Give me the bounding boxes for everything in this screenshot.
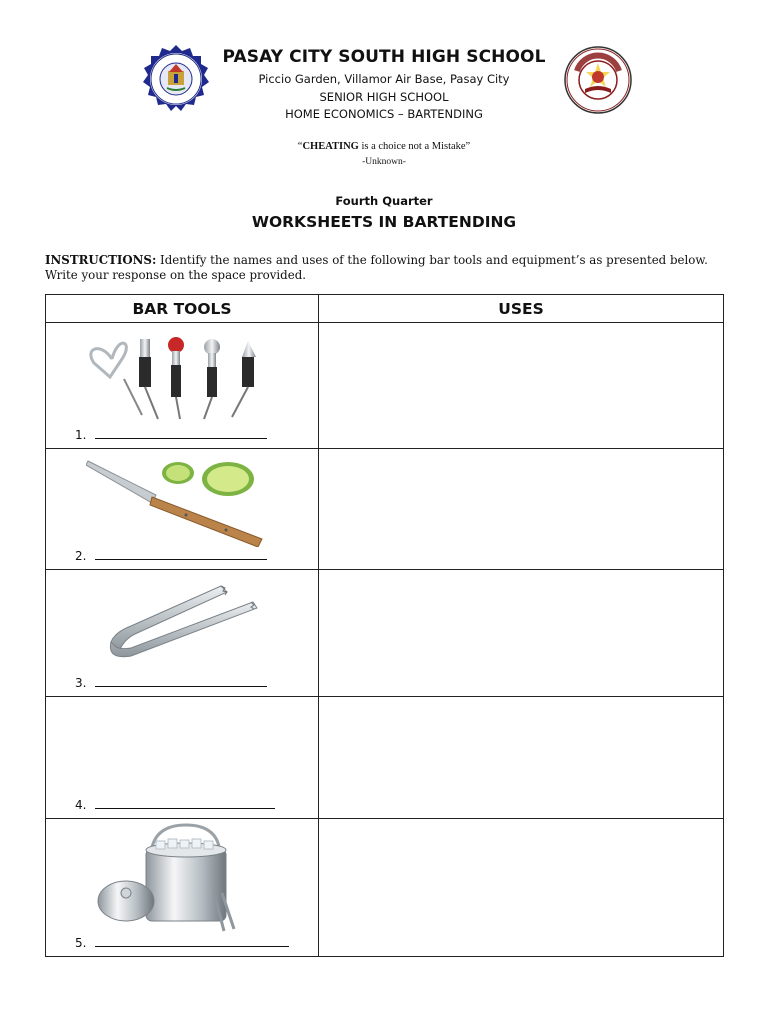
instructions	[45, 253, 725, 283]
quote-emphasis: CHEATING	[302, 141, 359, 152]
item-number: 4.	[75, 798, 87, 812]
school-name: PASAY CITY SOUTH HIGH SCHOOL	[222, 47, 546, 67]
table-row	[46, 449, 724, 570]
school-level: SENIOR HIGH SCHOOL	[319, 90, 449, 104]
answer-line	[95, 796, 275, 809]
ice-bucket-image	[96, 823, 246, 938]
uses-cell-3[interactable]	[319, 570, 724, 697]
answer-line	[95, 547, 267, 560]
quarter-label: Fourth Quarter	[335, 194, 433, 208]
tool-cell-3	[46, 570, 319, 697]
answer-blank-2[interactable]	[75, 547, 267, 563]
ice-tongs-image	[101, 580, 261, 671]
table-row	[46, 697, 724, 819]
answer-line	[95, 674, 267, 687]
item-number: 3.	[75, 676, 87, 690]
quote-text: is a choice not a Mistake”	[358, 141, 471, 152]
uses-cell-1[interactable]	[319, 323, 724, 449]
uses-cell-2[interactable]	[319, 449, 724, 570]
item-number: 1.	[75, 428, 87, 442]
answer-blank-5[interactable]	[75, 934, 289, 950]
school-address: Piccio Garden, Villamor Air Base, Pasay City	[258, 72, 510, 86]
answer-blank-3[interactable]	[75, 674, 267, 690]
table-row	[46, 323, 724, 449]
bottle-stoppers-image	[82, 331, 282, 426]
instructions-label: INSTRUCTIONS:	[45, 253, 157, 267]
table-row	[46, 819, 724, 957]
subject-line: HOME ECONOMICS – BARTENDING	[285, 107, 483, 121]
column-header-uses: USES	[319, 295, 724, 323]
answer-line	[95, 934, 289, 947]
quote-open: “	[297, 141, 303, 152]
worksheet-table	[45, 294, 724, 957]
answer-line	[95, 426, 267, 439]
worksheet-title: WORKSHEETS IN BARTENDING	[251, 213, 517, 231]
bar-knife-image	[86, 457, 266, 552]
column-header-bar-tools: BAR TOOLS	[46, 295, 319, 323]
uses-cell-5[interactable]	[319, 819, 724, 957]
instructions-text: Identify the names and uses of the following bar tools and equipment’s as presented below. Write your response on the space provided.	[45, 253, 708, 282]
item-number: 5.	[75, 936, 87, 950]
table-row	[46, 570, 724, 697]
table-header-row	[46, 295, 724, 323]
tool-cell-1	[46, 323, 319, 449]
tool-cell-2	[46, 449, 319, 570]
uses-cell-4[interactable]	[319, 697, 724, 819]
answer-blank-1[interactable]	[75, 426, 267, 442]
answer-blank-4[interactable]	[75, 796, 275, 812]
tool-cell-4	[46, 697, 319, 819]
tool-cell-5	[46, 819, 319, 957]
item-number: 2.	[75, 549, 87, 563]
quote-author: -Unknown-	[362, 157, 406, 167]
quote	[0, 141, 768, 152]
